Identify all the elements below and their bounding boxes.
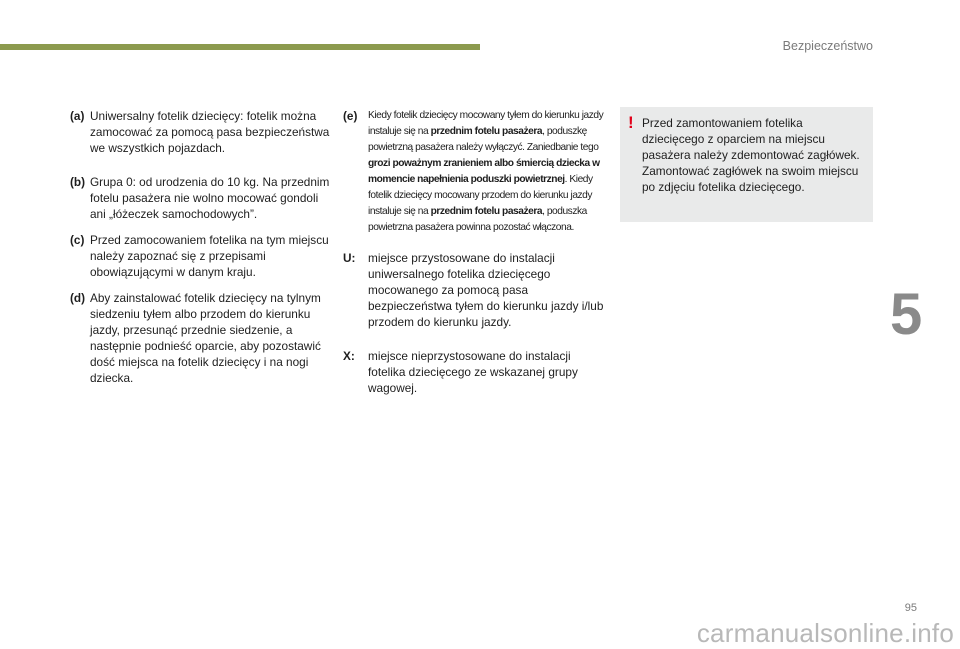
chapter-number: 5 xyxy=(890,282,923,347)
item-label: X: xyxy=(343,349,355,363)
bold-run: przednim fotelu pasażera xyxy=(430,206,543,217)
list-item-e xyxy=(343,108,605,236)
page-number: 95 xyxy=(904,602,917,614)
text-run: Kiedy fotelik dziecięcy mocowany tyłem do kierunku jazdy instaluje się na xyxy=(368,110,604,137)
left-column xyxy=(70,108,332,386)
section-title: Bezpieczeństwo xyxy=(782,39,873,53)
item-label: (e) xyxy=(343,109,358,123)
item-text: Przed zamocowaniem fotelika na tym miejscu należy zapoznać się z przepisami obowiązującymi w danym kraju. xyxy=(90,233,329,279)
warning-box xyxy=(620,107,873,222)
item-text: miejsce przystosowane do instalacji uniwersalnego fotelika dziecięcego mocowanego za pomocą pasa bezpieczeństwa tyłem do kierunku jazdy i/lub przodem do kierunku jazdy. xyxy=(368,251,604,329)
list-item-a xyxy=(70,108,332,156)
list-item-u xyxy=(343,250,605,330)
list-item-b xyxy=(70,174,332,222)
bold-run: grozi poważnym zranieniem albo śmiercią dziecka w momencie napełnienia poduszki powietrznej xyxy=(368,158,600,185)
bold-run: przednim fotelu pasażera xyxy=(430,126,543,137)
list-item-x xyxy=(343,348,605,396)
item-label: U: xyxy=(343,251,356,265)
list-item-d xyxy=(70,290,332,386)
text-run: , poduszkę powietrzną pasażera należy wyłączyć. Zaniedbanie tego xyxy=(368,126,599,153)
warning-text: Przed zamontowaniem fotelika dziecięcego z oparciem na miejscu pasażera należy zdemontować zagłówek. Zamontować zagłówek na swoim miejscu po zdjęciu fotelika dziecięcego. xyxy=(642,116,860,194)
item-text: Aby zainstalować fotelik dziecięcy na tylnym siedzeniu tyłem albo przodem do kierunku jazdy, przesunąć przednie siedzenie, a następnie podnieść oparcie, aby pozostawić dość miejsca na fotelik dziecięcy i na nogi dziecka. xyxy=(90,291,321,385)
item-text: miejsce nieprzystosowane do instalacji fotelika dziecięcego ze wskazanej grupy wagowej. xyxy=(368,349,578,395)
text-run: . Kiedy fotelik dziecięcy mocowany przodem do kierunku jazdy instaluje się na xyxy=(368,174,593,217)
watermark: carmanualsonline.info xyxy=(696,618,954,648)
item-label: (c) xyxy=(70,233,85,247)
item-text xyxy=(368,108,605,236)
list-item-c xyxy=(70,232,332,280)
middle-column xyxy=(343,108,605,396)
item-text: Uniwersalny fotelik dziecięcy: fotelik można zamocować za pomocą pasa bezpieczeństwa we wszystkich pojazdach. xyxy=(90,109,330,155)
item-label: (a) xyxy=(70,109,85,123)
text-run: , poduszka powietrzna pasażera powinna pozostać włączona. xyxy=(368,206,587,233)
item-label: (d) xyxy=(70,291,86,305)
header-accent-bar xyxy=(0,44,480,50)
item-label: (b) xyxy=(70,175,86,189)
exclamation-icon: ! xyxy=(628,113,634,132)
item-text: Grupa 0: od urodzenia do 10 kg. Na przednim fotelu pasażera nie wolno mocować gondoli ani „łóżeczek samochodowych”. xyxy=(90,175,330,221)
